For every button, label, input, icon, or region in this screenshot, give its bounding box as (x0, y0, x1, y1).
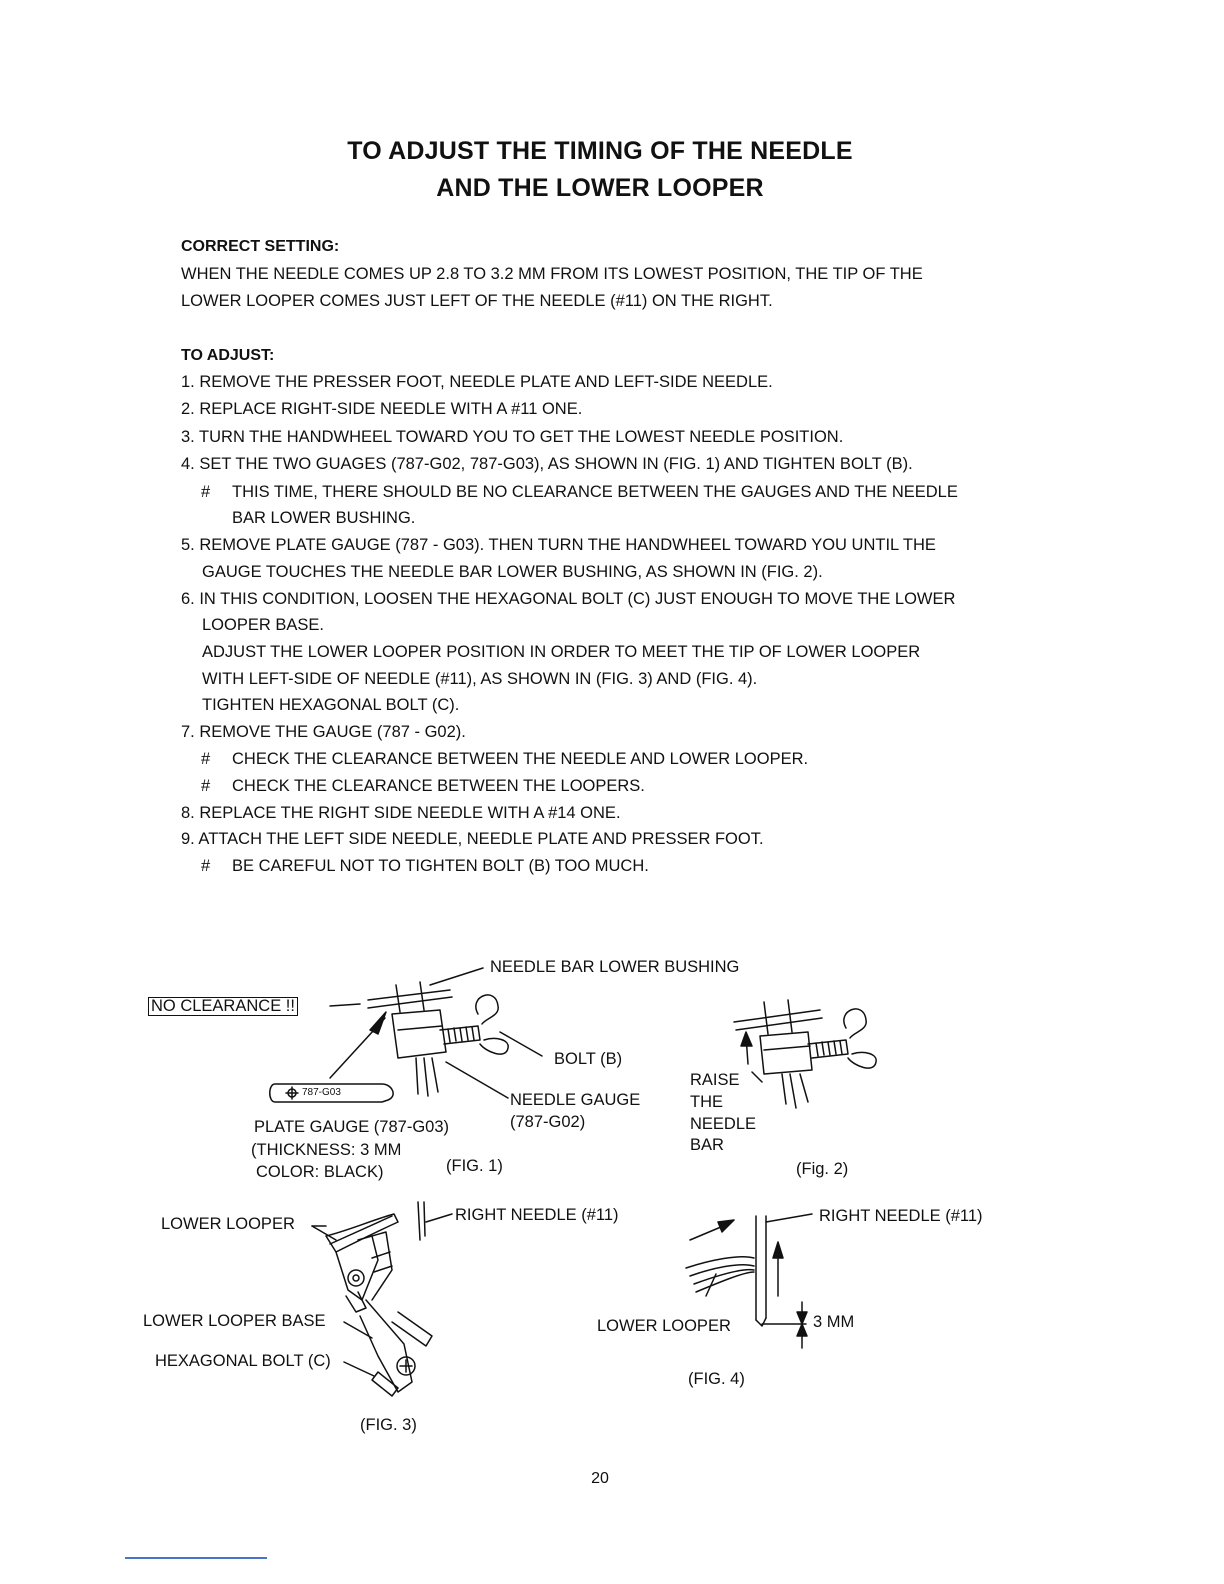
fig1-plate-gauge-label: PLATE GAUGE (787-G03) (254, 1118, 450, 1136)
step-line: 3. TURN THE HANDWHEEL TOWARD YOU TO GET THE LOWEST NEEDLE POSITION. (181, 428, 844, 446)
fig4-3mm-label: 3 MM (813, 1313, 855, 1331)
fig3-drawing (312, 1202, 452, 1396)
fig1-bolt-b-label: BOLT (B) (554, 1050, 623, 1068)
fig1-needle-gauge-label: NEEDLE GAUGE (510, 1091, 641, 1109)
note-line: BAR LOWER BUSHING. (232, 509, 416, 527)
step-line: 1. REMOVE THE PRESSER FOOT, NEEDLE PLATE AND LEFT-SIDE NEEDLE. (181, 373, 773, 391)
step-line: ADJUST THE LOWER LOOPER POSITION IN ORDER TO MEET THE TIP OF LOWER LOOPER (202, 643, 921, 661)
fig3-hex-bolt-label: HEXAGONAL BOLT (C) (155, 1352, 331, 1370)
fig4-right-needle-label: RIGHT NEEDLE (#11) (819, 1207, 983, 1225)
fig2-drawing (734, 1000, 876, 1108)
note-line: BE CAREFUL NOT TO TIGHTEN BOLT (B) TOO MUCH. (232, 857, 649, 875)
page-title-line-1: TO ADJUST THE TIMING OF THE NEEDLE (347, 137, 853, 165)
to-adjust-heading: TO ADJUST: (181, 347, 275, 364)
note-line: CHECK THE CLEARANCE BETWEEN THE NEEDLE AND LOWER LOOPER. (232, 750, 809, 768)
step-line: 6. IN THIS CONDITION, LOOSEN THE HEXAGONAL BOLT (C) JUST ENOUGH TO MOVE THE LOWER (181, 590, 956, 608)
step-line: 5. REMOVE PLATE GAUGE (787 - G03). THEN TURN THE HANDWHEEL TOWARD YOU UNTIL THE (181, 536, 936, 554)
correct-setting-line: WHEN THE NEEDLE COMES UP 2.8 TO 3.2 MM FROM ITS LOWEST POSITION, THE TIP OF THE (181, 265, 923, 283)
correct-setting-heading: CORRECT SETTING: (181, 238, 340, 255)
step-line: 4. SET THE TWO GUAGES (787-G02, 787-G03), AS SHOWN IN (FIG. 1) AND TIGHTEN BOLT (B). (181, 455, 913, 473)
note-line: CHECK THE CLEARANCE BETWEEN THE LOOPERS. (232, 777, 645, 795)
fig3-right-needle-label: RIGHT NEEDLE (#11) (455, 1206, 619, 1224)
fig1-color-label: COLOR: BLACK) (256, 1163, 384, 1181)
fig3-lower-looper-label: LOWER LOOPER (161, 1215, 295, 1233)
fig1-thickness-label: (THICKNESS: 3 MM (251, 1141, 402, 1159)
fig1-drawing (270, 968, 542, 1102)
fig1-caption: (FIG. 1) (446, 1157, 503, 1175)
fig2-caption: (Fig. 2) (796, 1160, 849, 1178)
step-line: 7. REMOVE THE GAUGE (787 - G02). (181, 723, 466, 741)
correct-setting-line: LOWER LOOPER COMES JUST LEFT OF THE NEEDLE (#11) ON THE RIGHT. (181, 292, 773, 310)
fig2-raise-label: RAISE (690, 1071, 740, 1089)
fig2-needle-label: NEEDLE (690, 1115, 757, 1133)
fig2-the-label: THE (690, 1093, 723, 1111)
note-hash: # (201, 483, 211, 501)
page-number: 20 (591, 1470, 609, 1487)
fig2-bar-label: BAR (690, 1136, 724, 1154)
note-hash: # (201, 857, 211, 875)
step-line: LOOPER BASE. (202, 616, 324, 634)
fig1-plate-tag: 787-G03 (302, 1087, 341, 1098)
fig3-caption: (FIG. 3) (360, 1416, 417, 1434)
step-line: GAUGE TOUCHES THE NEEDLE BAR LOWER BUSHING, AS SHOWN IN (FIG. 2). (202, 563, 823, 581)
fig1-needle-gauge-code: (787-G02) (510, 1113, 586, 1131)
note-line: THIS TIME, THERE SHOULD BE NO CLEARANCE BETWEEN THE GAUGES AND THE NEEDLE (232, 483, 958, 501)
fig3-looper-base-label: LOWER LOOPER BASE (143, 1312, 326, 1330)
footer-rule (125, 1557, 267, 1559)
step-line: 8. REPLACE THE RIGHT SIDE NEEDLE WITH A #14 ONE. (181, 804, 621, 822)
fig1-no-clearance-label: NO CLEARANCE !! (148, 997, 298, 1016)
fig4-caption: (FIG. 4) (688, 1370, 745, 1388)
step-line: TIGHTEN HEXAGONAL BOLT (C). (202, 696, 460, 714)
page-title-line-2: AND THE LOWER LOOPER (436, 174, 764, 202)
fig1-bushing-label: NEEDLE BAR LOWER BUSHING (490, 958, 740, 976)
fig4-lower-looper-label: LOWER LOOPER (597, 1317, 731, 1335)
step-line: 9. ATTACH THE LEFT SIDE NEEDLE, NEEDLE PLATE AND PRESSER FOOT. (181, 830, 764, 848)
note-hash: # (201, 777, 211, 795)
step-line: 2. REPLACE RIGHT-SIDE NEEDLE WITH A #11 ONE. (181, 400, 583, 418)
step-line: WITH LEFT-SIDE OF NEEDLE (#11), AS SHOWN IN (FIG. 3) AND (FIG. 4). (202, 670, 758, 688)
note-hash: # (201, 750, 211, 768)
